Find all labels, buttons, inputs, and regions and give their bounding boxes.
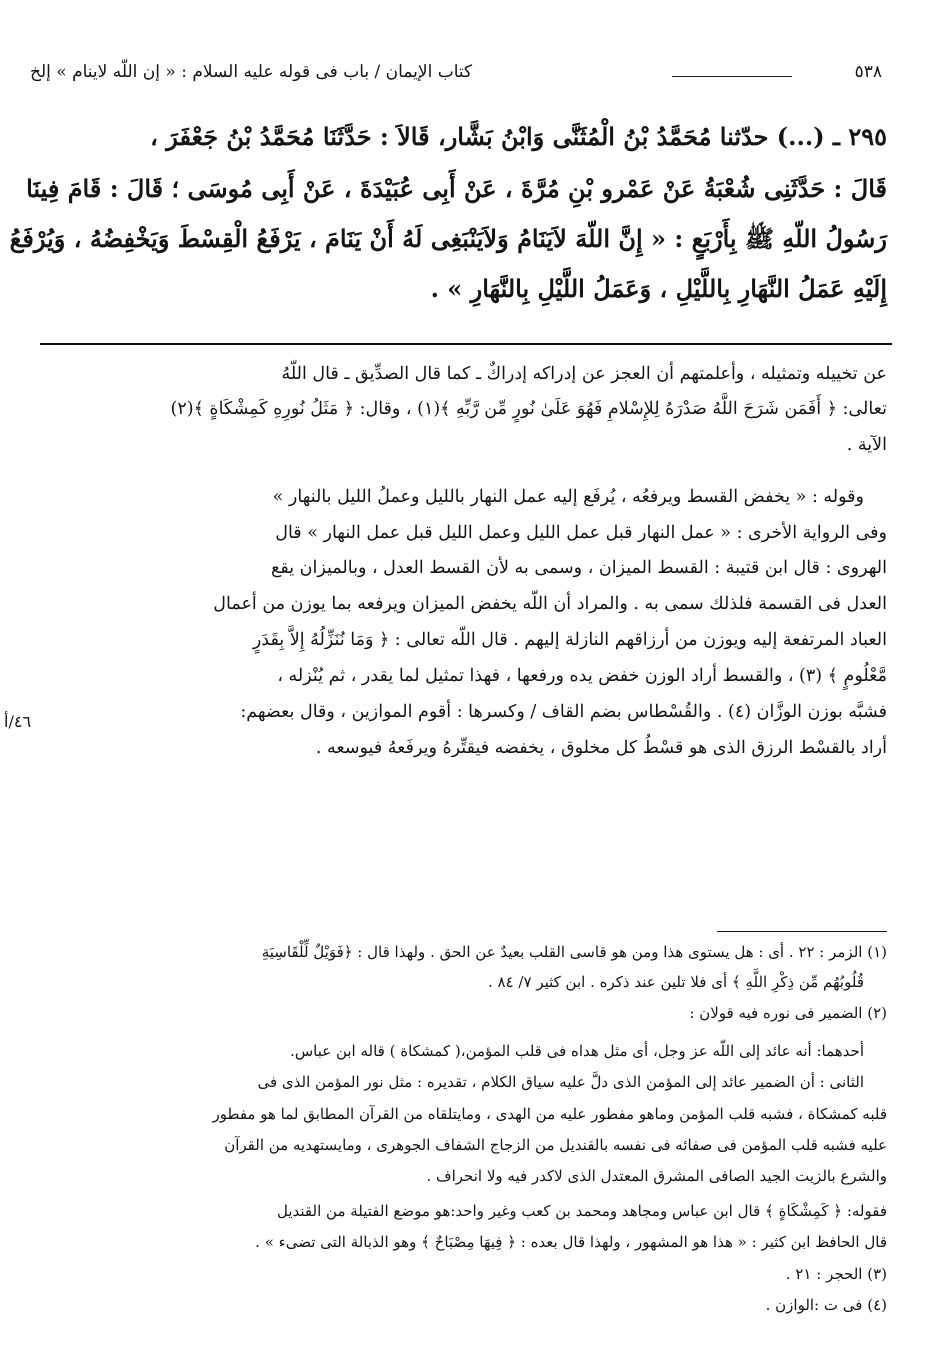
footnote-line: (٤) فى ت :الوازن . (765, 1296, 887, 1314)
manuscript-folio-note: ٤٦/أ (4, 712, 32, 731)
commentary-line: الهروى : قال ابن قتيبة : القسط الميزان ، وسمى به لأن القسط العدل ، وبالميزان يقع (271, 558, 887, 578)
footnote-line: قُلُوبُهُم مِّن ذِكْرِ اللَّهِ ﴾ أى فلا تلين عند ذكره . ابن كثير ٧/ ٨٤ . (487, 973, 864, 991)
commentary-line: مَّعْلُومٍ ﴾ (٣) ، والقسط أراد الوزن خفض يده ورفعها ، فهذا تمثيل لما يقدر ، ثم يُنْزله ، (277, 666, 887, 686)
commentary-line: عن تخييله وتمثيله ، وأعلمتهم أن العجز عن إدراكه إدراكٌ ـ كما قال الصدِّيق ـ قال اللّهُ (281, 364, 887, 384)
footnote-line: (٣) الحجر : ٢١ . (785, 1265, 887, 1283)
commentary-line: الآية . (846, 435, 887, 455)
commentary-line: تعالى: ﴿ أَفَمَن شَرَحَ اللَّهُ صَدْرَهُ لِلإِسْلامِ فَهُوَ عَلَىٰ نُورٍ مِّن رَّبِّهِ ﴾(١) ، وقال: ﴿ مَثَلُ نُورِهِ كَمِشْكَاةٍ ﴾(٢) (170, 399, 887, 419)
running-header (30, 62, 882, 92)
footnote-line: قال الحافظ ابن كثير : « هذا هو المشهور ، ولهذا قال بعده : ﴿ فِيهَا مِصْبَاحٌ ﴾ وهو الذبالة التى تضىء » . (255, 1233, 887, 1251)
footnote-line: (١) الزمر : ٢٢ . أى : هل يستوى هذا ومن هو قاسى القلب بعيدٌ عن الحق . ولهذا قال : ﴿فَوَيْلٌ لِّلْقَاسِيَةِ (261, 943, 887, 961)
hadith-line: قَالَ : حَدَّثَنِى شُعْبَةُ عَنْ عَمْرو بْنِ مُرَّةَ ، عَنْ أَبِى عُبَيْدَةَ ، عَنْ أَبِى مُوسَى ؛ قَالَ : قَامَ فِينَا (26, 174, 887, 203)
footnote-line: أحدهما: أنه عائد إلى اللّه عز وجل، أى مثل هداه فى قلب المؤمن،( كمشكاة ) قاله ابن عباس. (290, 1042, 864, 1060)
commentary-line: فشبَّه بوزن الوزَّان (٤) . والقُسْطاس بضم القاف / وكسرها : أقوم الموازين ، وقال بعضهم: (240, 702, 887, 722)
footnote-line: عليه فشبه قلب المؤمن فى صفائه فى نفسه بالقنديل من الزجاج الشفاف الجوهرى ، ومايستهديه من القرآن (224, 1136, 887, 1154)
footnote-separator (717, 931, 887, 932)
commentary-line: وفى الرواية الأخرى : « عمل النهار قبل عمل الليل وعمل الليل قبل عمل النهار » قال (275, 523, 887, 543)
header-dash (672, 76, 792, 77)
page-number: ٥٣٨ (854, 62, 882, 82)
commentary-line: أراد بالقسْط الرزق الذى هو قسْطُ كل مخلوق ، يخفضه فيقتِّرهُ ويرفَعهُ فيوسعه . (315, 738, 887, 758)
commentary-line: العدل فى القسمة فلذلك سمى به . والمراد أن اللّه يخفض الميزان ويرفعه بما يوزن من أعمال (213, 594, 887, 614)
footnote-line: قلبه كمشكاة ، فشبه قلب المؤمن وماهو مفطور عليه من الهدى ، ومايتلقاه من القرآن المطابق لما هو مفطور (212, 1105, 887, 1123)
commentary-line: وقوله : « يخفض القسط ويرفعُه ، يُرفَع إليه عمل النهار بالليل وعملُ الليل بالنهار » (272, 487, 864, 507)
footnote-line: (٢) الضمير فى نوره فيه قولان : (689, 1004, 887, 1022)
section-rule (40, 343, 892, 345)
hadith-line: إِلَيْهِ عَمَلُ النَّهَارِ بِاللَّيْلِ ، وَعَمَلُ اللَّيْلِ بِالنَّهَارِ » . (430, 274, 887, 303)
footnote-line: والشرع بالزيت الجيد الصافى المشرق المعتدل الذى لاكدر فيه ولا انحراف . (426, 1167, 887, 1185)
hadith-line: ٢٩٥ ـ (...) حدّثنا مُحَمَّدُ بْنُ الْمُثَنَّى وَابْنُ بَشَّار، قَالاَ : حَدَّثَنَا مُحَمَّدُ بْنُ جَعْفَرَ ، (150, 122, 887, 151)
footnote-line: الثانى : أن الضمير عائد إلى المؤمن الذى دلَّ عليه سياق الكلام ، تقديره : مثل نور المؤمن الذى فى (257, 1073, 864, 1091)
commentary-line: العباد المرتفعة إليه ويوزن من أرزاقهم النازلة إليهم . قال اللّه تعالى : ﴿ وَمَا نُنَزِّلُهُ إِلاَّ بِقَدَرٍ (252, 630, 887, 650)
footnote-line: فقوله: ﴿ كَمِشْكَاةٍ ﴾ قال ابن عباس ومجاهد ومحمد بن كعب وغير واحد:هو موضع الفتيلة من القنديل (277, 1202, 887, 1220)
running-title: كتاب الإيمان / باب فى قوله عليه السلام : « إن اللّه لاينام » إلخ (30, 62, 473, 82)
hadith-line: رَسُولُ اللّهِ ﷺ بِأَرْبَعٍ : « إِنَّ اللّهَ لاَيَنَامُ وَلاَيَنْبَغِى لَهُ أَنْ يَنَامَ ، يَرْفَعُ الْقِسْطَ وَيَخْفِضُهُ ، وَيُرْفَعُ (9, 224, 887, 253)
